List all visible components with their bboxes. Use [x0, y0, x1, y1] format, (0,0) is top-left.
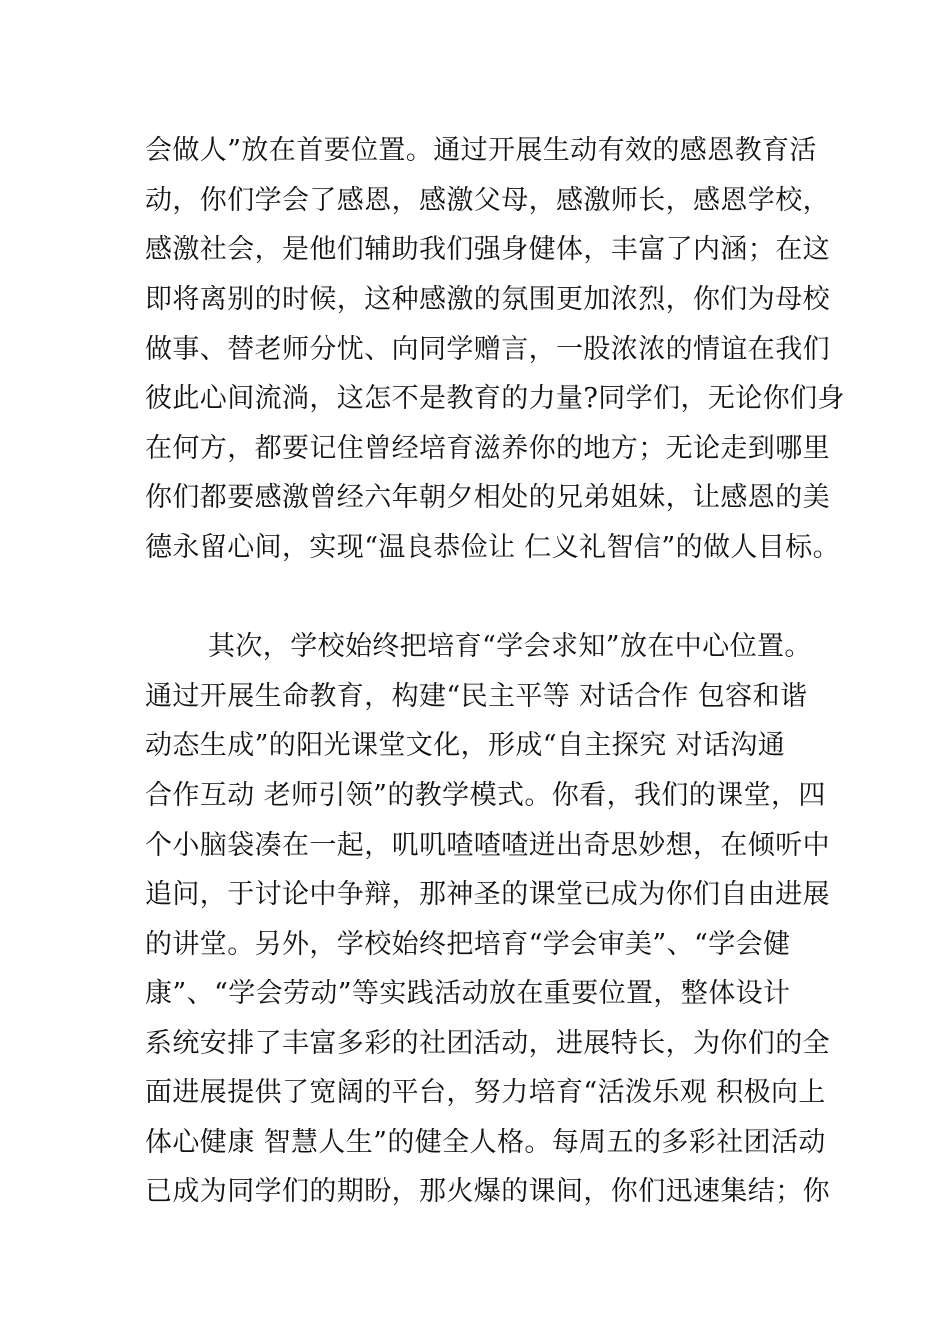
text-line: 个小脑袋凑在一起，叽叽喳喳喳迸出奇思妙想，在倾听中: [145, 830, 830, 861]
text-line: 会做人”放在首要位置。通过开展生动有效的感恩教育活: [145, 135, 817, 166]
text-line: 你们都要感激曾经六年朝夕相处的兄弟姐妹，让感恩的美: [145, 482, 830, 513]
text-line: 体心健康 智慧人生”的健全人格。每周五的多彩社团活动: [145, 1127, 826, 1158]
text-line: 通过开展生命教育，构建“民主平等 对话合作 包容和谐: [145, 681, 808, 712]
text-line: 彼此心间流淌，这怎不是教育的力量?同学们，无论你们身: [145, 383, 845, 414]
text-line: 的讲堂。另外，学校始终把培育“学会审美”、“学会健: [145, 929, 791, 960]
text-line: 其次，学校始终把培育“学会求知”放在中心位置。: [208, 631, 812, 662]
text-line: 系统安排了丰富多彩的社团活动，进展特长，为你们的全: [145, 1028, 830, 1059]
text-line: 动，你们学会了感恩，感激父母，感激师长，感恩学校，: [145, 185, 830, 216]
text-line: 德永留心间，实现“温良恭俭让 仁义礼智信”的做人目标。: [145, 532, 840, 563]
text-line: 追问，于讨论中争辩，那神圣的课堂已成为你们自由进展: [145, 879, 830, 910]
text-line: 合作互动 老师引领”的教学模式。你看，我们的课堂，四: [145, 780, 826, 811]
text-line: 做事、替老师分忧、向同学赠言，一股浓浓的情谊在我们: [145, 334, 830, 365]
text-line: 康”、“学会劳动”等实践活动放在重要位置，整体设计: [145, 978, 791, 1009]
text-line: 动态生成”的阳光课堂文化，形成“自主探究 对话沟通: [145, 730, 786, 761]
text-line: 即将离别的时候，这种感激的氛围更加浓烈，你们为母校: [145, 284, 830, 315]
text-line: 在何方，都要记住曾经培育滋养你的地方；无论走到哪里: [145, 433, 830, 464]
text-line: 已成为同学们的期盼，那火爆的课间，你们迅速集结；你: [145, 1176, 830, 1207]
text-line: 面进展提供了宽阔的平台，努力培育“活泼乐观 积极向上: [145, 1077, 826, 1108]
text-line: 感激社会，是他们辅助我们强身健体，丰富了内涵；在这: [145, 234, 830, 265]
